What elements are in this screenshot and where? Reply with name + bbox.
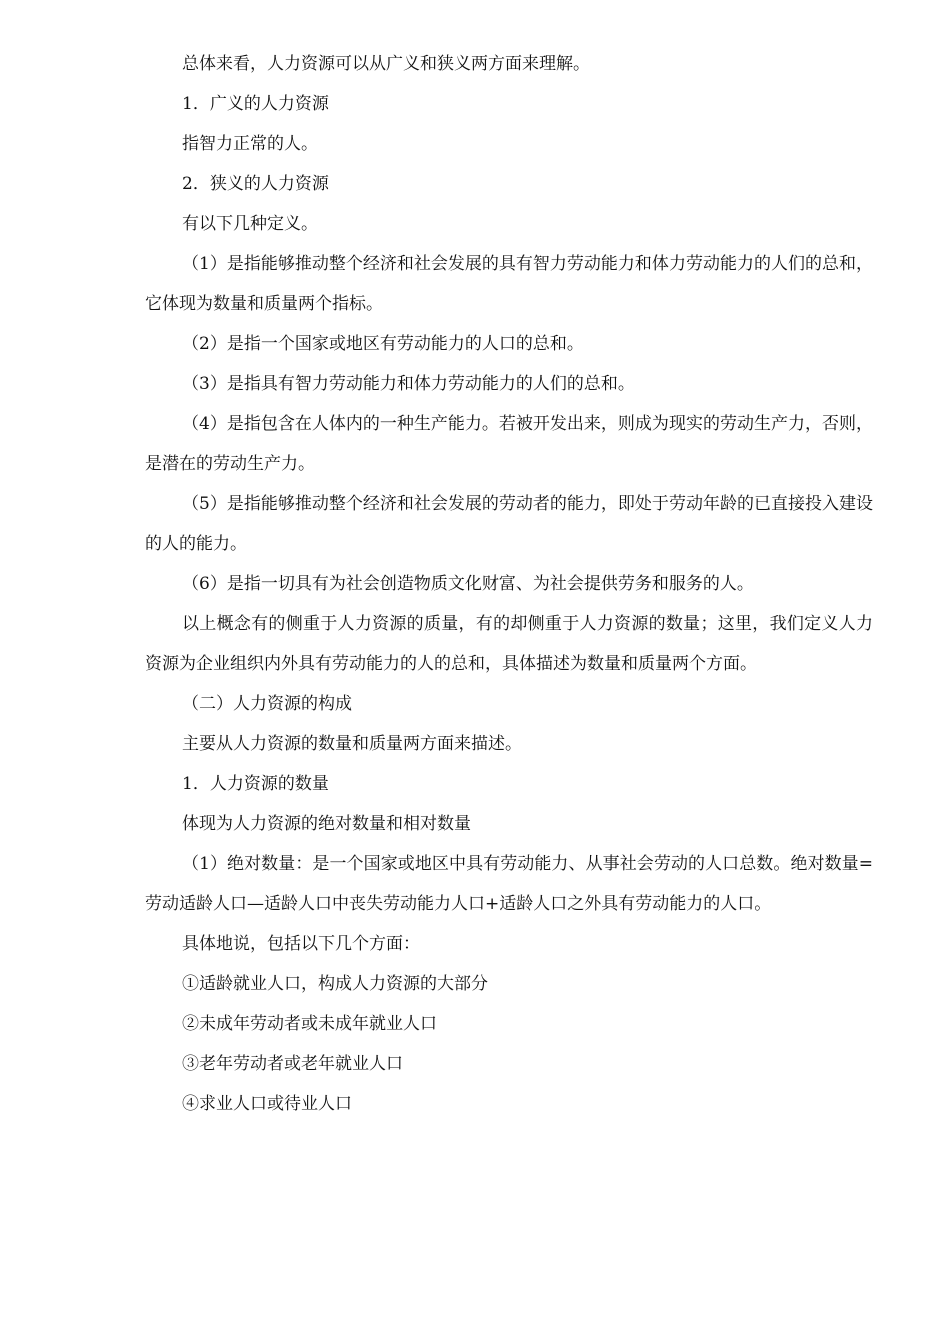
list-item-2: ②未成年劳动者或未成年就业人口: [182, 1014, 437, 1034]
heading-composition: （二）人力资源的构成: [182, 694, 352, 714]
definition-item-2: （2）是指一个国家或地区有劳动能力的人口的总和。: [182, 334, 584, 354]
paragraph-absolute-quantity: （1）绝对数量：是一个国家或地区中具有劳动能力、从事社会劳动的人口总数。绝对数量=劳动适龄人口—适龄人口中丧失劳动能力人口+适龄人口之外具有劳动能力的人口。: [145, 854, 873, 914]
paragraph-summary: 以上概念有的侧重于人力资源的质量，有的却侧重于人力资源的数量；这里，我们定义人力资源为企业组织内外具有劳动能力的人的总和，具体描述为数量和质量两个方面。: [145, 614, 873, 674]
paragraph-broad-definition: 指智力正常的人。: [182, 134, 318, 154]
definition-item-4: （4）是指包含在人体内的一种生产能力。若被开发出来，则成为现实的劳动生产力，否则，是潜在的劳动生产力。: [145, 414, 873, 474]
definition-item-6: （6）是指一切具有为社会创造物质文化财富、为社会提供劳务和服务的人。: [182, 574, 754, 594]
heading-narrow-definition: 2．狭义的人力资源: [182, 174, 329, 194]
paragraph-intro: 总体来看，人力资源可以从广义和狭义两方面来理解。: [182, 54, 590, 74]
heading-broad-definition: 1．广义的人力资源: [182, 94, 329, 114]
heading-quantity: 1．人力资源的数量: [182, 774, 329, 794]
definition-item-1: （1）是指能够推动整个经济和社会发展的具有智力劳动能力和体力劳动能力的人们的总和，它体现为数量和质量两个指标。: [145, 254, 873, 314]
paragraph-quantity-intro: 体现为人力资源的绝对数量和相对数量: [182, 814, 471, 834]
definition-item-5: （5）是指能够推动整个经济和社会发展的劳动者的能力，即处于劳动年龄的已直接投入建设的人的能力。: [145, 494, 873, 554]
paragraph-narrow-intro: 有以下几种定义。: [182, 214, 318, 234]
list-item-1: ①适龄就业人口，构成人力资源的大部分: [182, 974, 488, 994]
definition-item-3: （3）是指具有智力劳动能力和体力劳动能力的人们的总和。: [182, 374, 635, 394]
paragraph-composition-intro: 主要从人力资源的数量和质量两方面来描述。: [182, 734, 522, 754]
list-item-3: ③老年劳动者或老年就业人口: [182, 1054, 403, 1074]
list-item-4: ④求业人口或待业人口: [182, 1094, 352, 1114]
paragraph-specifics: 具体地说，包括以下几个方面：: [182, 934, 420, 954]
document-page: [145, 44, 873, 1124]
